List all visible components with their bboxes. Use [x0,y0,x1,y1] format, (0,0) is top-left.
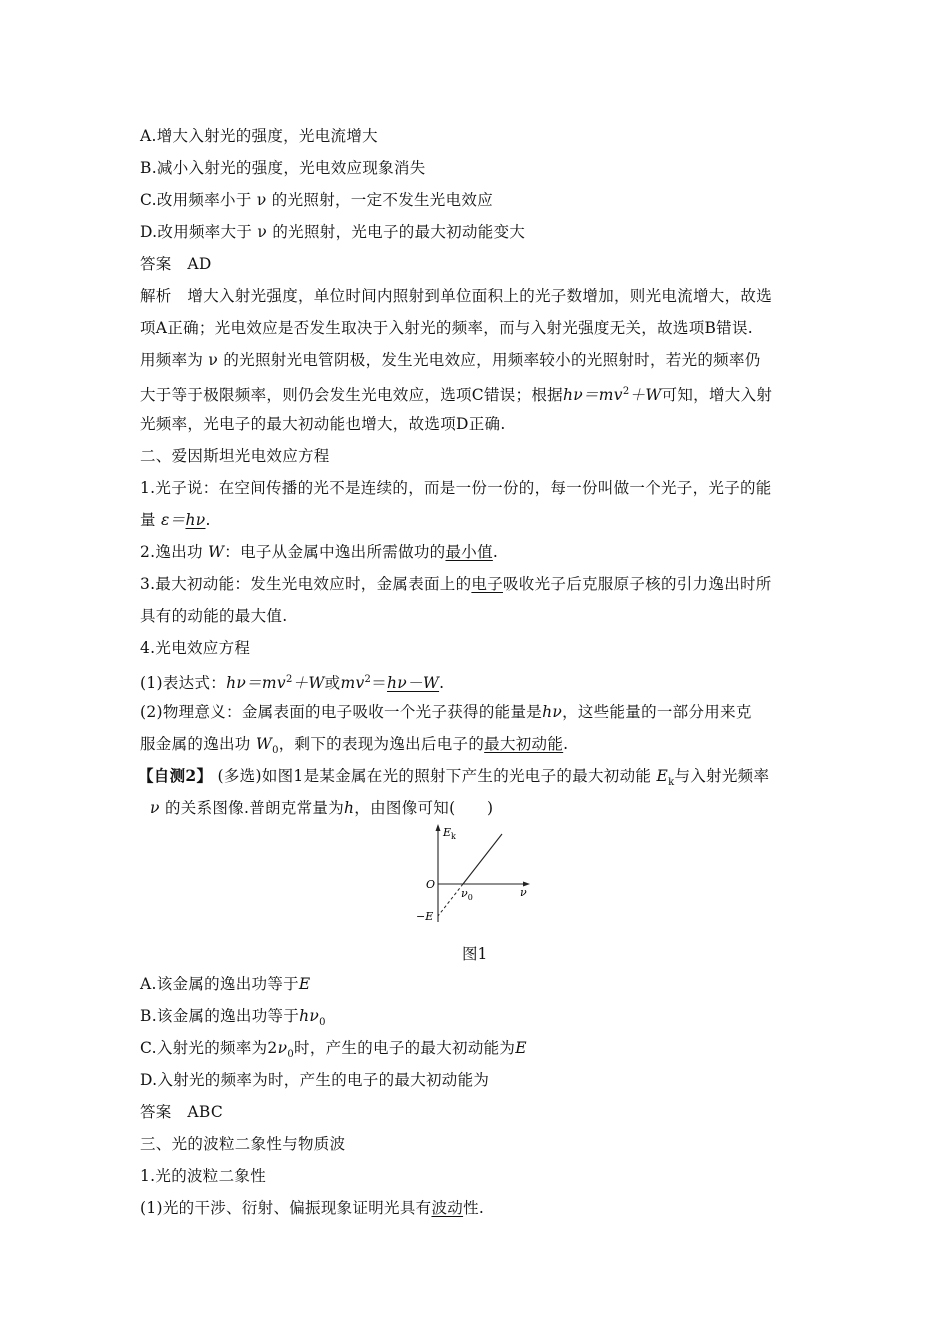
symbol: W [208,543,225,561]
subscript: k [668,777,675,789]
symbol: ν [150,799,160,817]
answer-1: 答案 AD [140,255,212,273]
y-axis-arrow [436,824,441,831]
max-ke-line-1 [140,574,772,594]
origin-label: O [426,878,436,891]
photon-theory-line-1: 1.光子说：在空间传播的光不是连续的，而是一份一份的，每一份叫做一个光子，光子的能 [140,479,772,497]
analysis-line-4 [140,382,772,405]
ek-line-extension [438,884,463,916]
question-2-stem-1 [138,766,769,793]
blank-answer: 波动 [431,1199,464,1217]
blank-answer: 最小值 [445,543,493,561]
text: 服金属的逸出功 [140,735,251,753]
text: 或 [324,674,341,693]
ek-line [463,834,502,884]
neg-intercept-label: −E [416,910,434,923]
y-axis-label: $E_k$ [443,826,456,841]
question-tag: 【自测2】 [138,766,213,785]
text: B.该金属的逸出功等于 [140,1007,300,1025]
text: ，剩下的表现为逸出后电子的 [278,735,485,753]
text: (2)物理意义：金属表面的电子吸收一个光子获得的能量是 [140,703,543,721]
blank-answer: hν [185,511,206,529]
section-heading: 二、爱因斯坦光电效应方程 [140,447,330,465]
formula: ε＝ [161,511,186,529]
text: . [439,674,445,693]
analysis-line-1: 解析 增大入射光强度，单位时间内照射到单位面积上的光子数增加，则光电流增大，故选 [140,287,773,305]
text: C.入射光的频率为2 [140,1039,278,1057]
photon-theory-line-2 [140,510,211,530]
symbol: W [255,735,273,753]
subscript: 0 [272,745,279,757]
text: ：电子从金属中逸出所需做功的 [224,543,446,561]
section-heading-3: 三、光的波粒二象性与物质波 [140,1135,346,1153]
question-2-stem-2 [150,798,493,818]
figure-caption: 图1 [462,945,488,963]
text: ＝ [371,674,388,693]
text: 2.逸出功 [140,543,203,561]
text: 3.最大初动能：发生光电效应时，金属表面上的 [140,575,472,593]
text: (1)光的干涉、衍射、偏振现象证明光具有 [140,1199,432,1217]
text: 吸收光子后克服原子核的引力逸出时所 [503,575,772,593]
formula: hν [542,703,563,721]
symbol: E [298,975,311,993]
wave-particle-heading: 1.光的波粒二象性 [140,1167,266,1185]
intercept-label: $\nu_0$ [461,887,473,902]
max-ke-line-2: 具有的动能的最大值. [140,607,288,625]
text: 量 [140,511,156,529]
wave-evidence-line [140,1198,484,1218]
formula: mv [340,674,365,693]
analysis-line-5: 光频率，光电子的最大初动能也增大，故选项D正确. [140,415,506,433]
meaning-line-1 [140,702,752,722]
text: . [563,735,569,753]
symbol: ν [277,1039,288,1057]
blank-answer: 最大初动能 [484,735,564,753]
text: (1)表达式： [140,674,227,693]
symbol: E [515,1039,527,1057]
superscript: 2 [622,386,630,397]
analysis-line-2: 项A正确；光电效应是否发生取决于入射光的频率，而与入射光强度无关，故选项B错误. [140,319,754,337]
analysis-text: 可知，增大入射 [661,386,773,405]
text: . [205,511,211,529]
text: . [492,543,499,561]
formula: hν＝mv [562,386,623,405]
text: (多选)如图1是某金属在光的照射下产生的光电子的最大初动能 [217,767,652,785]
q2-option-a [140,974,311,994]
work-function-line [140,542,498,562]
formula: hν＝mv [226,674,286,693]
equation-heading: 4.光电效应方程 [140,639,251,657]
q2-option-d: D.入射光的频率为时，产生的电子的最大初动能为 [140,1071,490,1089]
answer-2: 答案 ABC [140,1103,224,1121]
q2-option-b [140,1006,326,1033]
x-axis-label: ν [520,886,527,899]
ek-vs-frequency-graph [410,822,540,934]
text: A.该金属的逸出功等于 [140,975,299,993]
q2-option-c [140,1038,527,1065]
option-c: C.改用频率小于 ν 的光照射，一定不发生光电效应 [140,191,494,209]
formula: ＋W [629,386,662,405]
symbol: hν [299,1007,320,1025]
subscript: 0 [287,1049,295,1061]
meaning-line-2 [140,734,568,761]
expression-line [140,670,444,693]
option-a: A.增大入射光的强度，光电流增大 [140,127,378,145]
subscript: 0 [319,1017,326,1029]
text: 性. [463,1199,485,1217]
blank-answer: hν－W [387,674,440,693]
superscript: 2 [364,674,372,685]
option-d: D.改用频率大于 ν 的光照射，光电子的最大初动能变大 [140,223,526,241]
analysis-line-3: 用频率为 ν 的光照射光电管阴极，发生光电效应，用频率较小的光照射时，若光的频率仍 [140,351,761,369]
text: 的关系图像.普朗克常量为 [164,799,344,817]
formula: ＋W [292,674,325,693]
symbol: E [656,767,669,785]
text: 与入射光频率 [674,767,770,785]
text: ，由图像可知( ) [354,799,494,817]
blank-answer: 电子 [471,575,503,593]
text: ，这些能量的一部分用来克 [562,703,752,721]
option-b: B.减小入射光的强度，光电效应现象消失 [140,159,426,177]
superscript: 2 [285,674,293,685]
symbol: h [344,799,355,817]
analysis-text: 大于等于极限频率，则仍会发生光电效应，选项C错误；根据 [140,386,563,405]
text: 时，产生的电子的最大初动能为 [294,1039,516,1057]
